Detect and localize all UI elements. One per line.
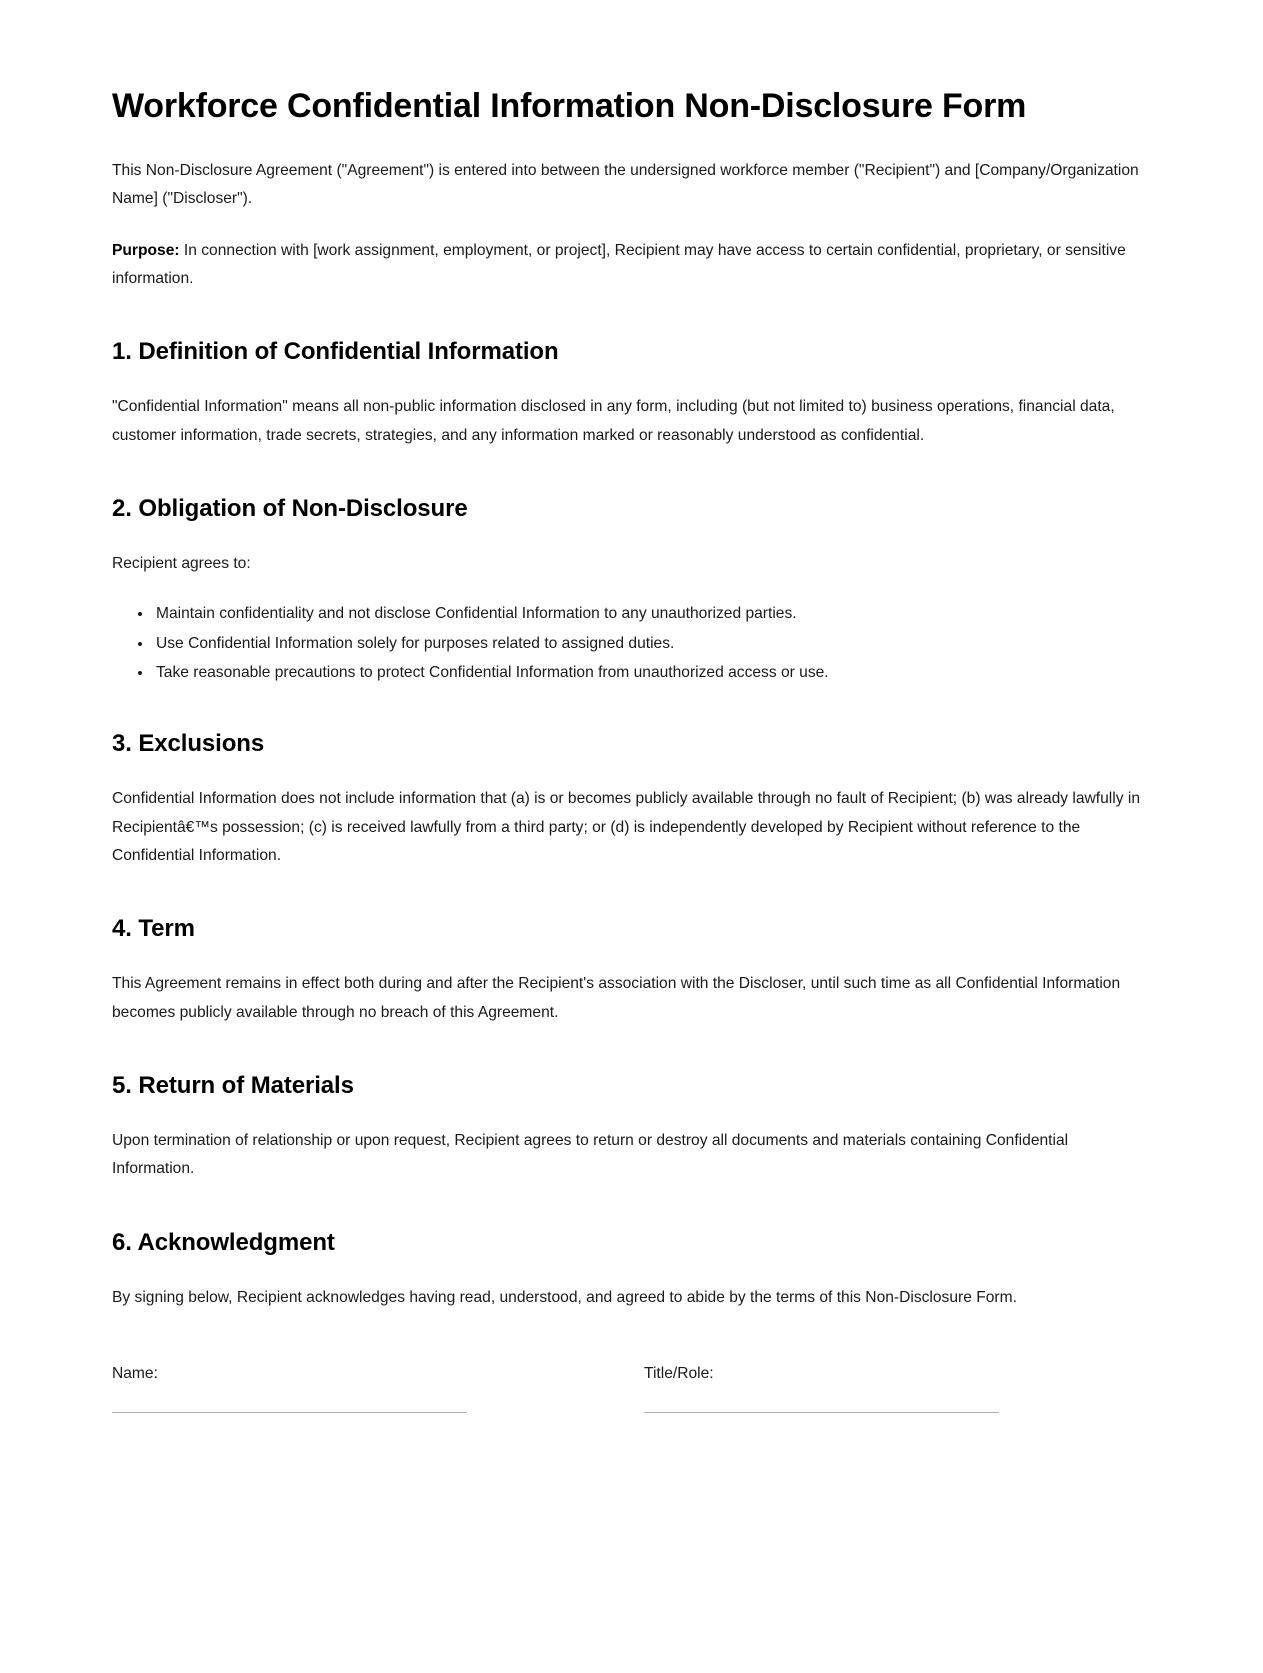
list-item: • Use Confidential Information solely for purposes related to assigned duties. bbox=[153, 631, 1148, 656]
purpose-paragraph bbox=[112, 237, 1148, 294]
section-definition bbox=[112, 337, 1148, 450]
purpose-text: In connection with [work assignment, employment, or project], Recipient may have access to certain confidential, proprietary, or sensitive information. bbox=[112, 241, 1126, 287]
section-heading-2: 2. Obligation of Non-Disclosure bbox=[112, 495, 468, 523]
section-body-1: "Confidential Information" means all non-public information disclosed in any form, including (but not limited to) business operations, financial data, customer information, trade secrets, strategies, and any information marked or reasonably understood as confidential. bbox=[112, 398, 1115, 444]
signature-field-title bbox=[644, 1362, 999, 1413]
section-heading-3: 3. Exclusions bbox=[112, 730, 265, 758]
signature-block bbox=[112, 1362, 1148, 1413]
section-heading-6: 6. Acknowledgment bbox=[112, 1228, 335, 1256]
section-heading-1: 1. Definition of Confidential Information bbox=[112, 338, 559, 366]
section-acknowledgment bbox=[112, 1228, 1148, 1312]
section-body-5: Upon termination of relationship or upon request, Recipient agrees to return or destroy all documents and materials containing Confidential Information. bbox=[112, 1132, 1069, 1178]
section-body-6: By signing below, Recipient acknowledges having read, understood, and agreed to abide by the terms of this Non-Disclosure Form. bbox=[112, 1288, 1017, 1306]
section-heading-4: 4. Term bbox=[112, 915, 195, 943]
page-title: Workforce Confidential Information Non-Disclosure Form bbox=[112, 87, 1027, 125]
intro-paragraph: This Non-Disclosure Agreement ("Agreement") is entered into between the undersigned workforce member ("Recipient") and [Company/Organization Name] ("Discloser"). bbox=[112, 161, 1139, 208]
obligation-bullet-list bbox=[112, 601, 1148, 685]
title-role-label: Title/Role: bbox=[644, 1365, 714, 1383]
signature-field-name bbox=[112, 1362, 467, 1413]
purpose-label: Purpose: bbox=[112, 241, 180, 259]
section-return-of-materials bbox=[112, 1071, 1148, 1184]
section-heading-5: 5. Return of Materials bbox=[112, 1072, 354, 1100]
section-exclusions bbox=[112, 729, 1148, 870]
name-input-line[interactable] bbox=[112, 1411, 467, 1413]
list-item: • Take reasonable precautions to protect Confidential Information from unauthorized access or use. bbox=[153, 660, 1148, 685]
section-body-2: Recipient agrees to: bbox=[112, 555, 251, 573]
section-obligation bbox=[112, 494, 1148, 685]
title-role-input-line[interactable] bbox=[644, 1411, 999, 1413]
name-label: Name: bbox=[112, 1365, 158, 1383]
section-body-3: Confidential Information does not include information that (a) is or becomes publicly available through no fault of Recipient; (b) was already lawfully in Recipientâ€™s possession; (c) is received lawfully from a third party; or (d) is independently developed by Recipient without reference to the Confidential Information. bbox=[112, 790, 1140, 864]
page-bottom-whitespace bbox=[112, 1413, 1148, 1673]
section-term bbox=[112, 914, 1148, 1027]
list-item: • Maintain confidentiality and not disclose Confidential Information to any unauthorized parties. bbox=[153, 601, 1148, 626]
section-body-4: This Agreement remains in effect both during and after the Recipient's association with the Discloser, until such time as all Confidential Information becomes publicly available through no breach of this Agreement. bbox=[112, 975, 1121, 1021]
